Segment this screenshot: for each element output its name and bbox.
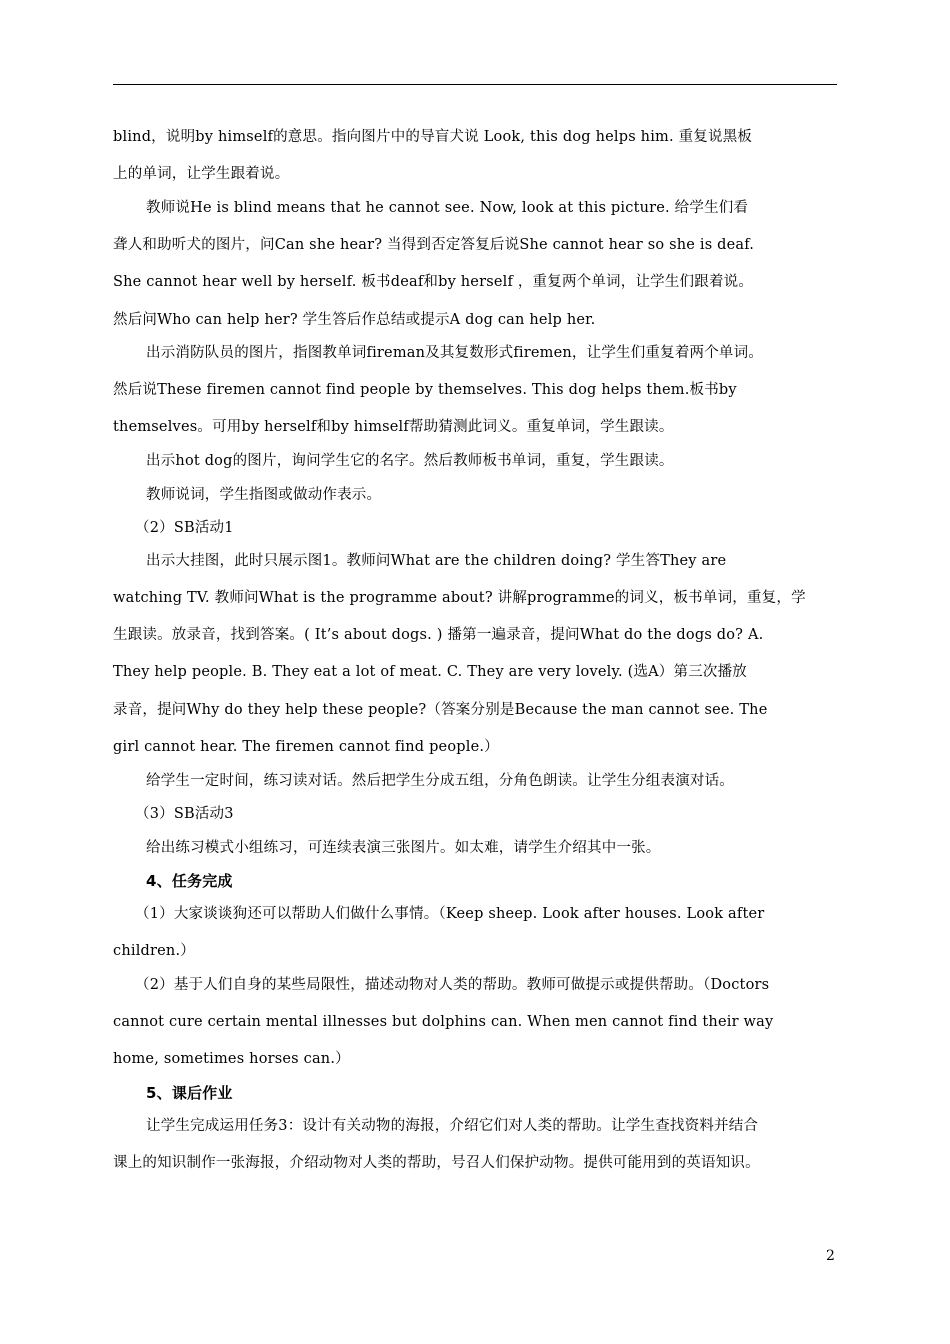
text-line: themselves。可用by herself和by himself帮助猜测此词义。重复单词，学生跟读。 [113,419,674,435]
section-heading: （2）SB活动1 [135,520,234,536]
text-line: watching TV. 教师问What is the programme about? 讲解programme的词义，板书单词，重复，学 [113,590,806,606]
text-line: （2）基于人们自身的某些局限性，描述动物对人类的帮助。教师可做提示或提供帮助。（Doctors [135,977,770,993]
section-heading: （3）SB活动3 [135,806,234,822]
text-line: 录音，提问Why do they help these people?（答案分别是Because the man cannot see. The [113,702,768,718]
header-rule [113,84,837,85]
text-line: home, sometimes horses can.） [113,1051,350,1067]
text-line: They help people. B. They eat a lot of meat. C. They are very lovely. (选A）第三次播放 [113,664,748,680]
text-line: 给学生一定时间，练习读对话。然后把学生分成五组，分角色朗读。让学生分组表演对话。 [146,773,734,789]
text-line: 出示hot dog的图片，询问学生它的名字。然后教师板书单词，重复，学生跟读。 [146,453,674,469]
text-line: 教师说He is blind means that he cannot see. Now, look at this picture. 给学生们看 [146,200,749,216]
text-line: 然后问Who can help her? 学生答后作总结或提示A dog can help her. [113,312,596,328]
text-line: 出示大挂图，此时只展示图1。教师问What are the children doing? 学生答They are [146,553,727,569]
text-line: 然后说These firemen cannot find people by themselves. This dog helps them.板书by [113,382,737,398]
text-line: 出示消防队员的图片，指图教单词fireman及其复数形式firemen，让学生们重复着两个单词。 [146,345,764,361]
text-line: 课上的知识制作一张海报，介绍动物对人类的帮助，号召人们保护动物。提供可能用到的英语知识。 [113,1155,760,1171]
section-heading-task: 4、任务完成 [146,872,233,890]
text-line: She cannot hear well by herself. 板书deaf和by herself ，重复两个单词，让学生们跟着说。 [113,274,754,290]
text-line: 教师说词，学生指图或做动作表示。 [146,487,382,503]
text-line: 聋人和助听犬的图片，问Can she hear? 当得到否定答复后说She cannot hear so she is deaf. [113,237,755,253]
text-line: girl cannot hear. The firemen cannot find people.） [113,739,499,755]
text-line: （1）大家谈谈狗还可以帮助人们做什么事情。（Keep sheep. Look after houses. Look after [135,906,765,922]
section-heading-homework: 5、课后作业 [146,1084,233,1102]
text-line: 给出练习模式小组练习，可连续表演三张图片。如太难，请学生介绍其中一张。 [146,840,661,856]
page-number: 2 [826,1248,835,1264]
text-line: children.） [113,943,195,959]
text-line: 生跟读。放录音，找到答案。( It’s about dogs. ) 播第一遍录音，提问What do the dogs do? A. [113,627,764,643]
text-line: cannot cure certain mental illnesses but dolphins can. When men cannot find their way [113,1014,774,1030]
text-line: 让学生完成运用任务3：设计有关动物的海报，介绍它们对人类的帮助。让学生查找资料并结合 [146,1118,759,1134]
text-line: blind，说明by himself的意思。指向图片中的导盲犬说 Look, this dog helps him. 重复说黑板 [113,129,753,145]
text-line: 上的单词，让学生跟着说。 [113,166,290,182]
